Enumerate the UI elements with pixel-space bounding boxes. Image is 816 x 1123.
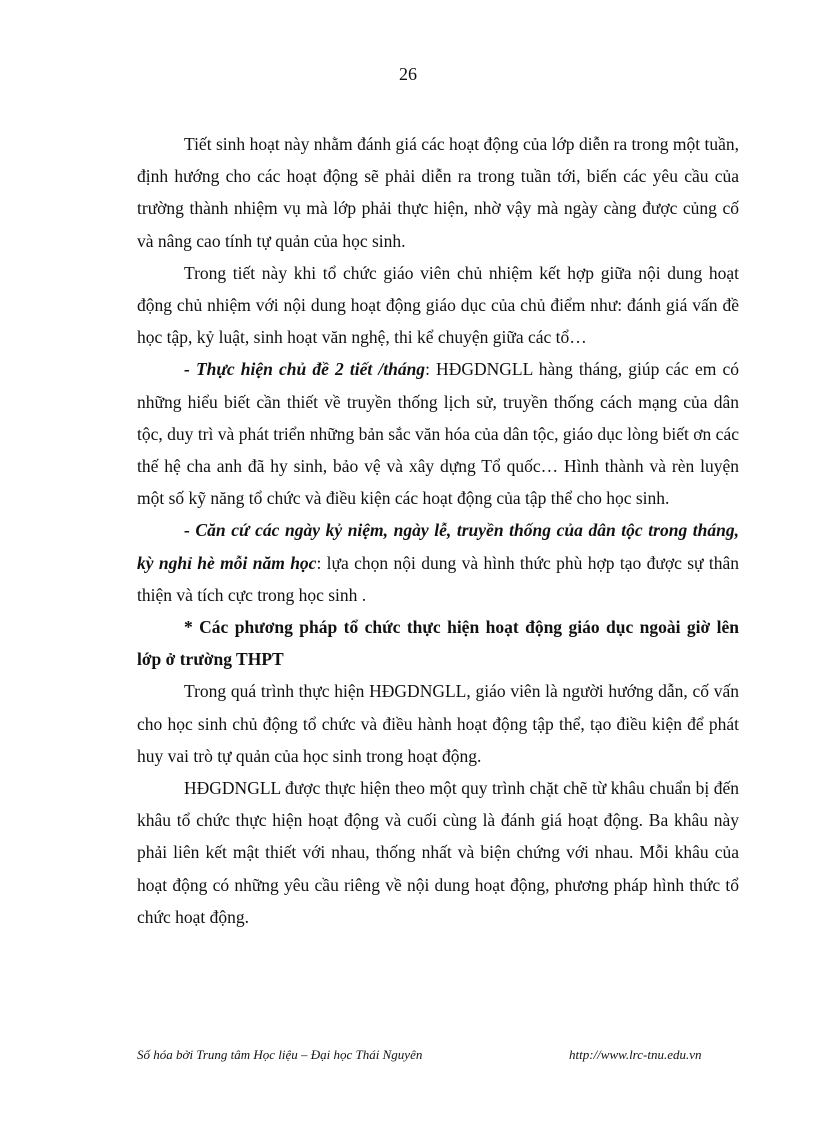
commemorations-text: : lựa chọn nội dung và hình thức phù hợp tạo được sự thân thiện và tích cực trong học sinh . — [137, 552, 739, 605]
document-body — [137, 128, 739, 933]
monthly-topic-label: - Thực hiện chủ đề 2 tiết /tháng — [184, 359, 426, 380]
section-heading: * Các phương pháp tổ chức thực hiện hoạt động giáo dục ngoài giờ lên lớp ở trường THPT — [137, 617, 739, 670]
footer-url: http://www.lrc-tnu.edu.vn — [569, 1047, 702, 1062]
paragraph-weekly-session: Tiết sinh hoạt này nhằm đánh giá các hoạt động của lớp diễn ra trong một tuần, định hướng cho các hoạt động sẽ phải diễn ra trong tuần tới, biến các yêu cầu của trường thành nhiệm vụ mà lớp phải thực hiện, nhờ vậy mà ngày càng được củng cố và nâng cao tính tự quản của học sinh. — [137, 134, 739, 251]
paragraph-commemorations — [137, 514, 739, 611]
footer-source: Số hóa bởi Trung tâm Học liệu – Đại học Thái Nguyên — [137, 1047, 423, 1062]
paragraph-monthly-topic — [137, 353, 739, 514]
commemorations-label: - Căn cứ các ngày kỷ niệm, ngày lễ, truyền thống của dân tộc trong tháng, kỳ nghỉ hè mỗi năm học — [137, 520, 739, 573]
page-number: 26 — [399, 64, 417, 84]
monthly-topic-text: : HĐGDNGLL hàng tháng, giúp các em có những hiểu biết cần thiết về truyền thống lịch sử, truyền thống cách mạng của dân tộc, duy trì và phát triển những bản sắc văn hóa của dân tộc, giáo dục lòng biết ơn các thế hệ cha anh đã hy sinh, bảo vệ và xây dựng Tổ quốc… Hình thành và rèn luyện một số kỹ năng tổ chức và điều kiện các hoạt động của tập thể cho học sinh. — [137, 359, 739, 509]
paragraph-teacher-role: Trong quá trình thực hiện HĐGDNGLL, giáo viên là người hướng dẫn, cố vấn cho học sinh chủ động tổ chức và điều hành hoạt động tập thể, tạo điều kiện để phát huy vai trò tự quản của học sinh trong hoạt động. — [137, 681, 739, 766]
paragraph-homeroom-content: Trong tiết này khi tổ chức giáo viên chủ nhiệm kết hợp giữa nội dung hoạt động chủ nhiệm với nội dung hoạt động giáo dục của chủ điểm như: đánh giá vấn đề học tập, kỷ luật, sinh hoạt văn nghệ, thi kể chuyện giữa các tổ… — [137, 262, 739, 348]
paragraph-process: HĐGDNGLL được thực hiện theo một quy trình chặt chẽ từ khâu chuẩn bị đến khâu tổ chức thực hiện hoạt động và cuối cùng là đánh giá hoạt động. Ba khâu này phải liên kết mật thiết với nhau, thống nhất và biện chứng với nhau. Mỗi khâu của hoạt động có những yêu cầu riêng về nội dung hoạt động, phương pháp hình thức tổ chức hoạt động. — [137, 778, 739, 927]
